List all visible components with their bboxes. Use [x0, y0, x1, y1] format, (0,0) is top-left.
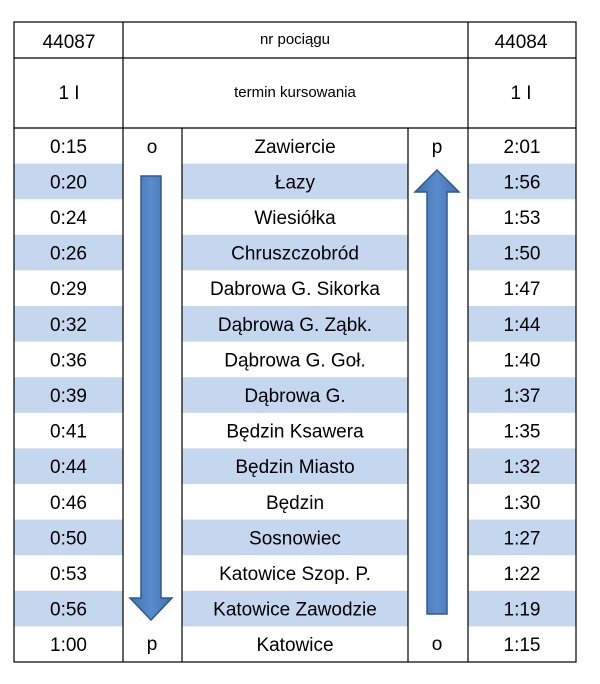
return-time: 1:30 — [503, 492, 541, 514]
return-time: 1:50 — [503, 243, 541, 265]
station-name: Będzin Miasto — [235, 457, 355, 479]
return-time: 1:47 — [503, 279, 541, 301]
running-term-label: termin kursowania — [234, 84, 356, 101]
return-time: 1:37 — [503, 386, 541, 407]
departure-time: 0:29 — [50, 279, 87, 301]
left-train-number: 44087 — [42, 32, 96, 53]
departure-time: 0:56 — [50, 599, 87, 621]
arrow-up-icon — [415, 170, 459, 614]
marker-top-right: p — [431, 137, 443, 158]
return-time: 1:44 — [503, 314, 541, 336]
left-running-term: 1 I — [58, 83, 80, 104]
return-time: 1:53 — [503, 208, 541, 229]
station-name: Dąbrowa G. Ząbk. — [217, 314, 373, 336]
return-time: 1:15 — [503, 635, 541, 657]
return-time: 1:19 — [503, 599, 541, 621]
right-running-term: 1 I — [510, 83, 532, 104]
station-name: Dabrowa G. Sikorka — [209, 279, 381, 301]
departure-time: 0:32 — [50, 314, 87, 336]
train-number-label: nr pociągu — [259, 31, 331, 48]
departure-time: 0:41 — [50, 421, 87, 443]
station-name: Katowice — [256, 635, 334, 657]
station-name: Dąbrowa G. Goł. — [224, 350, 366, 372]
station-name: Zawiercie — [254, 136, 336, 158]
departure-time: 0:44 — [50, 457, 87, 479]
station-name: Sosnowiec — [249, 528, 341, 550]
table-row — [50, 315, 541, 336]
return-time: 1:32 — [503, 457, 541, 479]
return-time: 1:40 — [503, 350, 541, 372]
departure-time: 0:26 — [50, 243, 87, 265]
departure-time: 0:15 — [50, 136, 87, 158]
station-name: Będzin Ksawera — [226, 421, 364, 443]
departure-time: 0:53 — [50, 564, 87, 585]
departure-time: 0:20 — [50, 172, 87, 194]
marker-bottom-right: o — [431, 634, 443, 655]
right-train-number: 44084 — [494, 32, 548, 53]
departure-time: 1:00 — [50, 635, 87, 657]
station-name: Będzin — [265, 492, 325, 514]
station-rows — [50, 137, 541, 656]
station-name: Katowice Zawodzie — [213, 599, 377, 621]
return-time: 1:35 — [503, 421, 541, 443]
departure-time: 0:39 — [50, 386, 87, 407]
return-time: 1:56 — [503, 172, 541, 194]
departure-time: 0:46 — [50, 492, 87, 514]
departure-time: 0:36 — [50, 350, 87, 372]
marker-top-left: o — [146, 137, 158, 158]
station-name: Łazy — [274, 172, 316, 194]
station-name: Katowice Szop. P. — [219, 564, 371, 585]
return-time: 1:27 — [503, 528, 541, 550]
return-time: 2:01 — [503, 136, 541, 158]
marker-bottom-left: p — [146, 634, 158, 655]
departure-time: 0:50 — [50, 528, 87, 550]
return-time: 1:22 — [503, 564, 541, 585]
arrow-down-icon — [130, 176, 172, 620]
station-name: Chruszczobród — [231, 243, 359, 265]
station-name: Wiesiółka — [254, 208, 336, 229]
station-name: Dąbrowa G. — [244, 386, 346, 407]
departure-time: 0:24 — [50, 208, 87, 229]
